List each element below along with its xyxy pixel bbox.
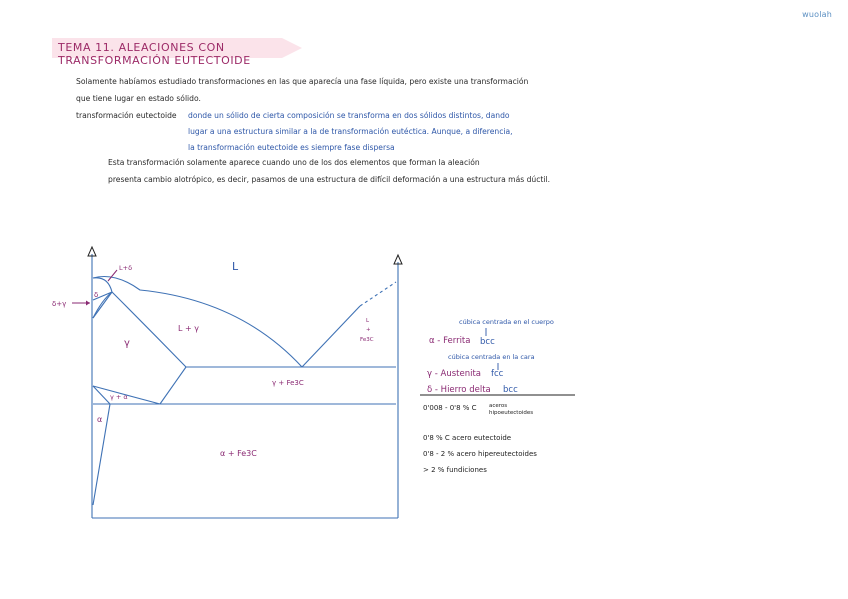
hierro-delta-structure: bcc	[503, 385, 518, 395]
region-label-alpha: α	[97, 415, 103, 424]
note-bcc: cúbica centrada en el cuerpo	[459, 318, 554, 326]
region-label-l-fe3c-l: L	[366, 318, 370, 324]
region-label-l-gamma: L + γ	[178, 324, 199, 333]
austenita-label: γ - Austenita	[427, 369, 481, 379]
acm-line	[160, 367, 186, 404]
region-label-l-fe3c-fe: Fe3C	[360, 337, 374, 343]
region-label-gamma-alpha: γ + α	[110, 393, 128, 401]
note-line-2: presenta cambio alotrópico, es decir, pasamos de una estructura de difícil deformación a una estructura más dúctil.	[108, 175, 551, 184]
definition-line-3: la transformación eutectoide es siempre fase dispersa	[188, 143, 395, 152]
delta-gamma-arrowhead-icon	[86, 301, 90, 306]
title-text: TEMA 11. ALEACIONES CON TRANSFORMACIÓN EUTECTOIDE	[58, 41, 251, 67]
watermark-logo: wuolah	[802, 10, 832, 19]
range-3: 0'8 - 2 % acero hipereutectoides	[423, 450, 537, 458]
intro-line-1: Solamente habíamos estudiado transformaciones en las que aparecía una fase líquida, pero existe una transformación	[76, 77, 529, 86]
region-label-alpha-fe3c: α + Fe3C	[220, 449, 257, 458]
definition-line-1: donde un sólido de cierta composición se transforma en dos sólidos distintos, dando	[188, 111, 510, 120]
note-fcc: cúbica centrada en la cara	[448, 353, 535, 361]
region-label-delta-gamma: δ+γ	[52, 300, 67, 308]
range-2: 0'8 % C acero eutectoide	[423, 434, 512, 442]
definition-term: transformación eutectoide	[76, 111, 177, 120]
ferrita-structure: bcc	[480, 337, 495, 347]
range-1-type: aceros	[489, 403, 508, 409]
region-label-gamma-fe3c: γ + Fe3C	[272, 379, 304, 387]
liquidus-curve-left	[93, 277, 302, 368]
austenita-structure: fcc	[491, 369, 504, 379]
range-4: > 2 % fundiciones	[423, 466, 487, 474]
range-1-subtype: hipoeutectoides	[489, 410, 534, 416]
region-label-gamma: γ	[124, 338, 130, 349]
range-1-composition: 0'008 - 0'8 % C	[423, 404, 477, 412]
definition-line-2: lugar a una estructura similar a la de transformación eutéctica. Aunque, a diferencia,	[188, 127, 513, 136]
solidus-line	[112, 292, 186, 367]
region-label-delta: δ	[94, 291, 99, 299]
intro-line-2: que tiene lugar en estado sólido.	[76, 94, 201, 103]
region-label-l-fe3c-plus: +	[366, 327, 371, 333]
region-label-liquid: L	[232, 260, 239, 273]
liquidus-dashed	[360, 282, 396, 306]
liquidus-curve-right	[302, 306, 360, 367]
ferrita-label: α - Ferrita	[429, 336, 471, 346]
region-label-l-delta: L+δ	[119, 264, 133, 272]
l-delta-pointer-icon	[108, 270, 117, 281]
hierro-delta-label: δ - Hierro delta	[427, 385, 491, 395]
note-line-1: Esta transformación solamente aparece cuando uno de los dos elementos que forman la aleación	[108, 158, 480, 167]
